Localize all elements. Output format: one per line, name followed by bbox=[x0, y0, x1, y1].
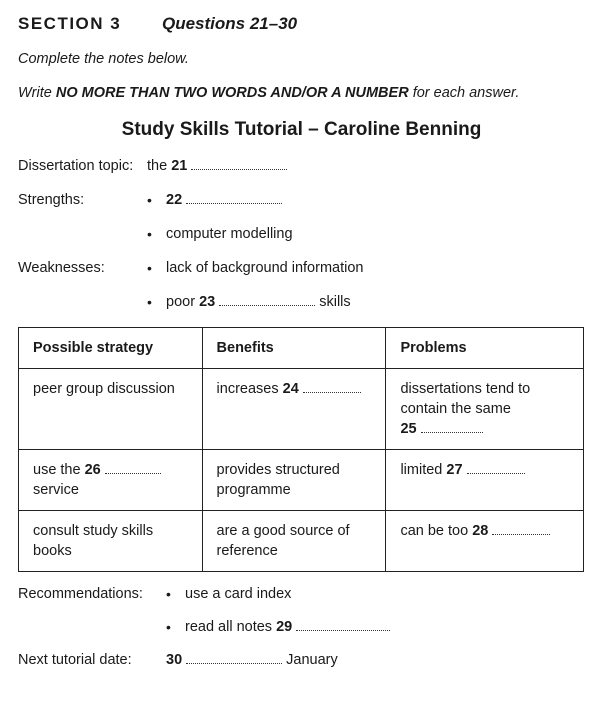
problem-cell: limited 27 bbox=[386, 450, 584, 511]
topic-answer: the 21 bbox=[147, 158, 287, 174]
answer-blank-22[interactable] bbox=[186, 202, 282, 204]
bullet-icon: • bbox=[166, 619, 171, 635]
answer-blank-27[interactable] bbox=[467, 472, 525, 474]
bullet-icon: • bbox=[147, 294, 152, 310]
answer-blank-24[interactable] bbox=[303, 391, 361, 393]
strategy-cell: use the 26 service bbox=[19, 450, 203, 511]
next-date-label: Next tutorial date: bbox=[18, 652, 132, 668]
strategy-cell: peer group discussion bbox=[19, 369, 203, 450]
answer-blank-29[interactable] bbox=[296, 629, 390, 631]
instruction-line-2: Write NO MORE THAN TWO WORDS AND/OR A NUMBER for each answer. bbox=[18, 85, 520, 101]
page-title: Study Skills Tutorial – Caroline Benning bbox=[121, 119, 482, 140]
column-header: Benefits bbox=[202, 328, 386, 369]
strategy-table bbox=[18, 327, 584, 572]
problem-cell: dissertations tend to contain the same 25 bbox=[386, 369, 584, 450]
answer-blank-25[interactable] bbox=[421, 431, 483, 433]
topic-label: Dissertation topic: bbox=[18, 158, 134, 174]
column-header: Possible strategy bbox=[19, 328, 203, 369]
weakness-item-1: lack of background information bbox=[166, 260, 364, 276]
benefit-cell: increases 24 bbox=[202, 369, 386, 450]
recommendation-item-2: read all notes 29 bbox=[185, 619, 390, 635]
strength-item-2: computer modelling bbox=[166, 226, 293, 242]
answer-blank-21[interactable] bbox=[191, 168, 287, 170]
recommendation-item-1: use a card index bbox=[185, 586, 292, 602]
instruction-line-1: Complete the notes below. bbox=[18, 51, 189, 67]
strengths-label: Strengths: bbox=[18, 192, 85, 208]
weakness-item-2: poor 23 skills bbox=[166, 294, 351, 310]
next-date-answer: 30 January bbox=[166, 652, 338, 668]
bullet-icon: • bbox=[166, 586, 171, 602]
strategy-cell: consult study skills books bbox=[19, 511, 203, 572]
answer-blank-30[interactable] bbox=[186, 662, 282, 664]
benefit-cell: are a good source of reference bbox=[202, 511, 386, 572]
recommendations-label: Recommendations: bbox=[18, 586, 143, 602]
column-header: Problems bbox=[386, 328, 584, 369]
problem-cell: can be too 28 bbox=[386, 511, 584, 572]
questions-range: Questions 21–30 bbox=[162, 14, 298, 33]
table-row bbox=[19, 450, 584, 511]
table-row bbox=[19, 369, 584, 450]
bullet-icon: • bbox=[147, 192, 152, 208]
benefit-cell: provides structured programme bbox=[202, 450, 386, 511]
strength-item-1: 22 bbox=[166, 192, 282, 208]
answer-blank-28[interactable] bbox=[492, 533, 550, 535]
bullet-icon: • bbox=[147, 260, 152, 276]
bullet-icon: • bbox=[147, 226, 152, 242]
table-row bbox=[19, 511, 584, 572]
answer-blank-26[interactable] bbox=[105, 472, 161, 474]
section-label: SECTION 3 bbox=[18, 14, 122, 33]
weaknesses-label: Weaknesses: bbox=[18, 260, 105, 276]
answer-blank-23[interactable] bbox=[219, 304, 315, 306]
table-header-row bbox=[19, 328, 584, 369]
